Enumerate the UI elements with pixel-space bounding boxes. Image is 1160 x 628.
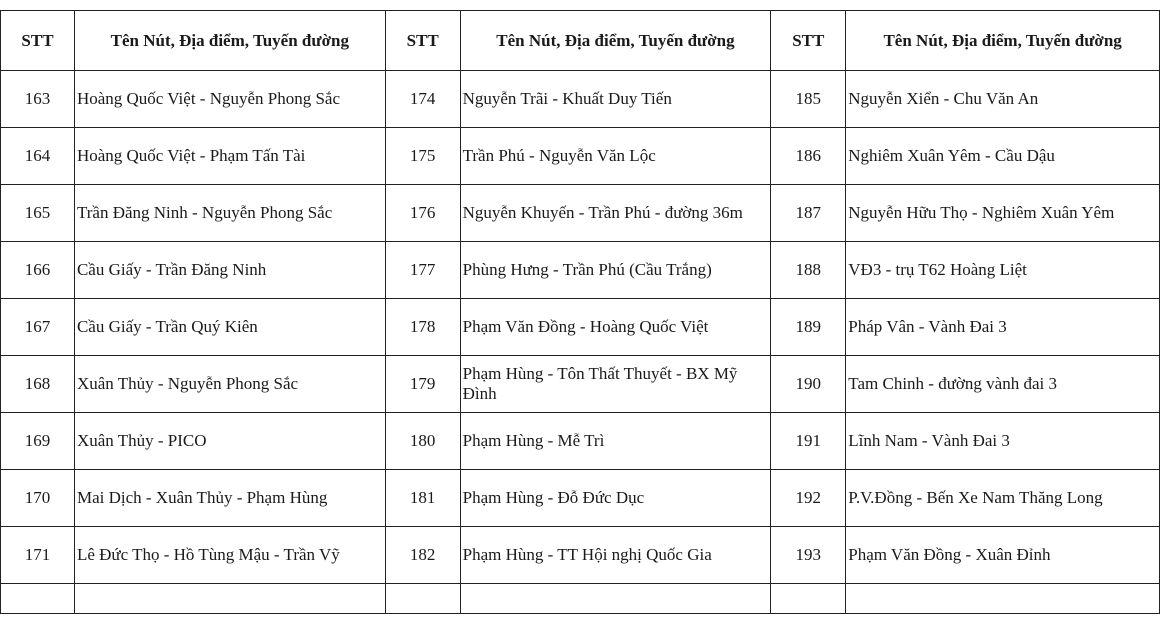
row-number: 190 xyxy=(771,356,846,413)
row-number: 165 xyxy=(1,185,75,242)
table-row xyxy=(1,299,1160,356)
header-stt-2: STT xyxy=(385,11,460,71)
location-name: Phạm Văn Đồng - Xuân Đỉnh xyxy=(846,527,1160,584)
row-number: 180 xyxy=(385,413,460,470)
row-number: 185 xyxy=(771,71,846,128)
location-name: VĐ3 - trụ T62 Hoàng Liệt xyxy=(846,242,1160,299)
location-name: Cầu Giấy - Trần Quý Kiên xyxy=(74,299,385,356)
location-name: Pháp Vân - Vành Đai 3 xyxy=(846,299,1160,356)
row-number: 188 xyxy=(771,242,846,299)
table-row xyxy=(1,527,1160,584)
table-row xyxy=(1,413,1160,470)
empty-cell xyxy=(385,584,460,614)
table-row xyxy=(1,242,1160,299)
row-number: 177 xyxy=(385,242,460,299)
row-number: 187 xyxy=(771,185,846,242)
row-number: 193 xyxy=(771,527,846,584)
header-stt-3: STT xyxy=(771,11,846,71)
row-number: 174 xyxy=(385,71,460,128)
route-table xyxy=(0,10,1160,614)
location-name: Phùng Hưng - Trần Phú (Cầu Trắng) xyxy=(460,242,771,299)
header-name-2: Tên Nút, Địa điểm, Tuyến đường xyxy=(460,11,771,71)
row-number: 189 xyxy=(771,299,846,356)
row-number: 179 xyxy=(385,356,460,413)
location-name: Nguyễn Hữu Thọ - Nghiêm Xuân Yêm xyxy=(846,185,1160,242)
table-row-cutoff xyxy=(1,584,1160,614)
location-name: Xuân Thủy - Nguyễn Phong Sắc xyxy=(74,356,385,413)
row-number: 176 xyxy=(385,185,460,242)
location-name: Hoàng Quốc Việt - Phạm Tấn Tài xyxy=(74,128,385,185)
location-name: Phạm Hùng - TT Hội nghị Quốc Gia xyxy=(460,527,771,584)
header-name-1: Tên Nút, Địa điểm, Tuyến đường xyxy=(74,11,385,71)
empty-cell xyxy=(460,584,771,614)
row-number: 171 xyxy=(1,527,75,584)
row-number: 166 xyxy=(1,242,75,299)
row-number: 167 xyxy=(1,299,75,356)
location-name: P.V.Đồng - Bến Xe Nam Thăng Long xyxy=(846,470,1160,527)
row-number: 175 xyxy=(385,128,460,185)
header-row xyxy=(1,11,1160,71)
empty-cell xyxy=(74,584,385,614)
row-number: 186 xyxy=(771,128,846,185)
row-number: 182 xyxy=(385,527,460,584)
location-name: Tam Chinh - đường vành đai 3 xyxy=(846,356,1160,413)
row-number: 170 xyxy=(1,470,75,527)
row-number: 164 xyxy=(1,128,75,185)
location-name: Trần Phú - Nguyễn Văn Lộc xyxy=(460,128,771,185)
table-row xyxy=(1,470,1160,527)
location-name: Phạm Hùng - Tôn Thất Thuyết - BX Mỹ Đình xyxy=(460,356,771,413)
header-name-3: Tên Nút, Địa điểm, Tuyến đường xyxy=(846,11,1160,71)
table-row xyxy=(1,185,1160,242)
table-row xyxy=(1,128,1160,185)
row-number: 181 xyxy=(385,470,460,527)
location-name: Nguyễn Trãi - Khuất Duy Tiến xyxy=(460,71,771,128)
location-name: Phạm Văn Đồng - Hoàng Quốc Việt xyxy=(460,299,771,356)
location-name: Lê Đức Thọ - Hồ Tùng Mậu - Trần Vỹ xyxy=(74,527,385,584)
table-row xyxy=(1,71,1160,128)
row-number: 169 xyxy=(1,413,75,470)
row-number: 191 xyxy=(771,413,846,470)
location-name: Lĩnh Nam - Vành Đai 3 xyxy=(846,413,1160,470)
location-name: Nghiêm Xuân Yêm - Cầu Dậu xyxy=(846,128,1160,185)
empty-cell xyxy=(846,584,1160,614)
row-number: 163 xyxy=(1,71,75,128)
empty-cell xyxy=(1,584,75,614)
location-name: Xuân Thủy - PICO xyxy=(74,413,385,470)
location-name: Hoàng Quốc Việt - Nguyễn Phong Sắc xyxy=(74,71,385,128)
table-row xyxy=(1,356,1160,413)
location-name: Nguyễn Xiển - Chu Văn An xyxy=(846,71,1160,128)
location-name: Nguyễn Khuyến - Trần Phú - đường 36m xyxy=(460,185,771,242)
header-stt-1: STT xyxy=(1,11,75,71)
location-name: Cầu Giấy - Trần Đăng Ninh xyxy=(74,242,385,299)
row-number: 168 xyxy=(1,356,75,413)
location-name: Phạm Hùng - Đỗ Đức Dục xyxy=(460,470,771,527)
row-number: 192 xyxy=(771,470,846,527)
row-number: 178 xyxy=(385,299,460,356)
location-name: Mai Dịch - Xuân Thủy - Phạm Hùng xyxy=(74,470,385,527)
location-name: Trần Đăng Ninh - Nguyễn Phong Sắc xyxy=(74,185,385,242)
empty-cell xyxy=(771,584,846,614)
location-name: Phạm Hùng - Mễ Trì xyxy=(460,413,771,470)
